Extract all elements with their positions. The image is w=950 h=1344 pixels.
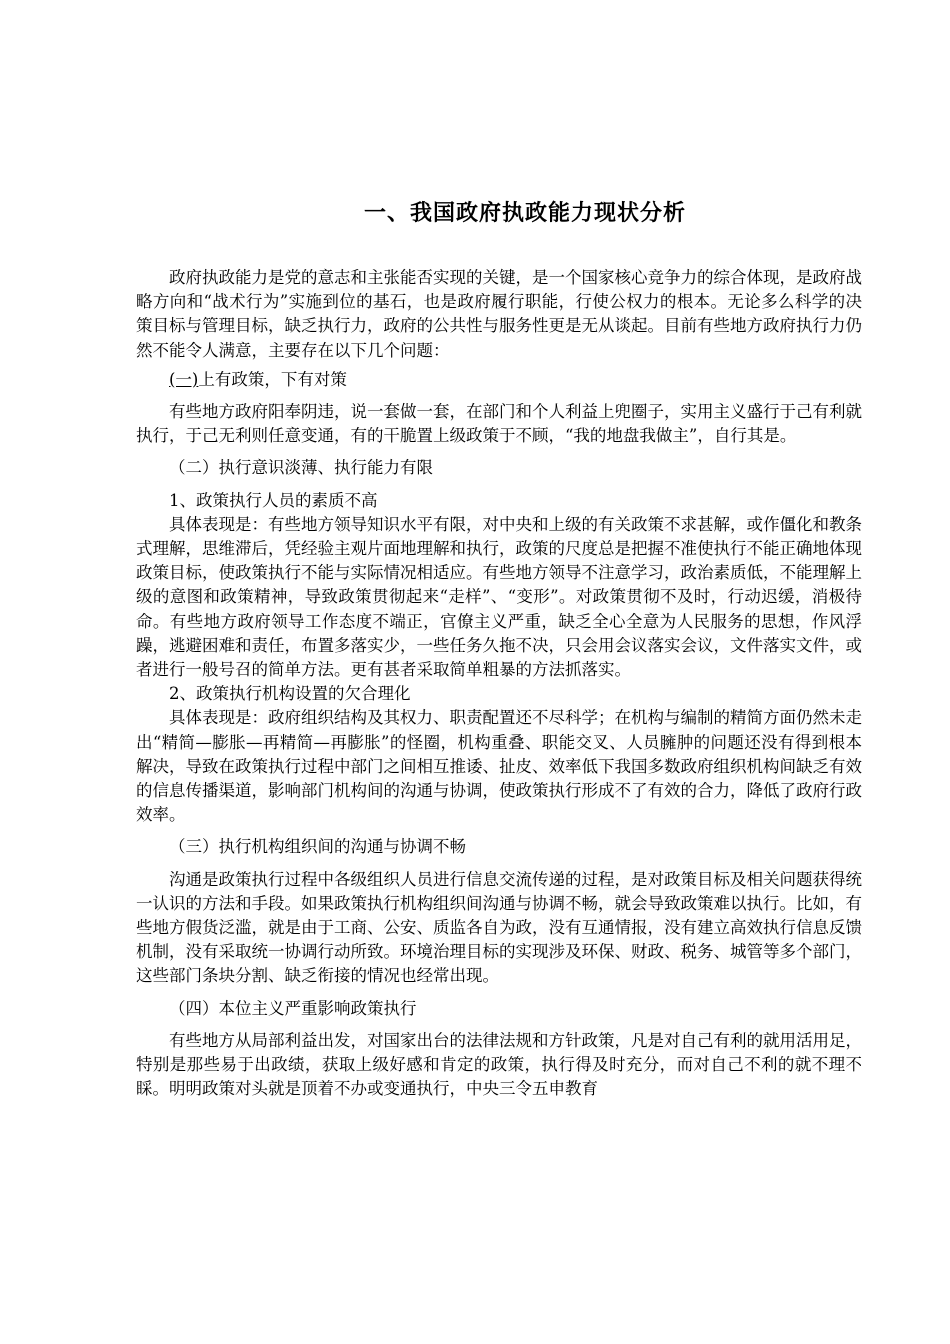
section-1-heading: [136, 368, 862, 392]
page-title: 一、我国政府执政能力现状分析: [363, 201, 686, 226]
section-1-heading-text: 上有政策，下有对策: [198, 369, 347, 389]
section-1-paragraph: 有些地方政府阳奉阴违，说一套做一套，在部门和个人利益上兜圈子，实用主义盛行于己有利就执行，于己无利则任意变通，有的干脆置上级政策于不顾，“我的地盘我做主”，自行其是。: [136, 402, 862, 446]
section-4-paragraph: 有些地方从局部利益出发，对国家出台的法律法规和方针政策，凡是对自己有利的就用活用足，特别是那些易于出政绩，获取上级好感和肯定的政策，执行得及时充分，而对自己不利的就不理不睬。明明政策对头就是顶着不办或变通执行，中央三令五申教育: [136, 1030, 862, 1099]
subsection-2-2-paragraph: 具体表现是：政府组织结构及其权力、职责配置还不尽科学；在机构与编制的精简方面仍然未走出“精简—膨胀—再精简—再膨胀”的怪圈，机构重叠、职能交叉、人员臃肿的问题还没有得到根本解决，导致在政策执行过程中部门之间相互推诿、扯皮、效率低下我国多数政府组织机构间缺乏有效的信息传播渠道，影响部门机构间的沟通与协调，使政策执行形成不了有效的合力，降低了政府行政效率。: [136, 708, 862, 825]
section-3-heading: （三）执行机构组织间的沟通与协调不畅: [169, 837, 466, 857]
section-1-number: (一): [169, 369, 199, 389]
section-4-heading: （四）本位主义严重影响政策执行: [169, 998, 417, 1018]
subsection-2-1-paragraph: 具体表现是：有些地方领导知识水平有限，对中央和上级的有关政策不求甚解，或作僵化和教条式理解，思维滞后，凭经验主观片面地理解和执行，政策的尺度总是把握不准使执行不能正确地体现政策目标，使政策执行不能与实际情况相适应。有些地方领导不注意学习，政治素质低，不能理解上级的意图和政策精神，导致政策贯彻起来“走样”、“变形”。对政策贯彻不及时，行动迟缓，消极待命。有些地方政府领导工作态度不端正，官僚主义严重，缺乏全心全意为人民服务的思想，作风浮躁，逃避困难和责任，布置多落实少，一些任务久拖不决，只会用会议落实会议，文件落实文件，或者进行一般号召的简单方法。更有甚者采取简单粗暴的方法抓落实。: [136, 514, 862, 680]
subsection-2-1-heading: 1、政策执行人员的素质不高: [169, 490, 378, 510]
subsection-2-2-heading: 2、政策执行机构设置的欠合理化: [169, 684, 411, 704]
document-body: [136, 266, 862, 1102]
section-2-heading: （二）执行意识淡薄、执行能力有限: [169, 458, 433, 478]
intro-paragraph: 政府执政能力是党的意志和主张能否实现的关键，是一个国家核心竞争力的综合体现，是政府战略方向和“战术行为”实施到位的基石，也是政府履行职能，行使公权力的根本。无论多么科学的决策目标与管理目标，缺乏执行力，政府的公共性与服务性更是无从谈起。目前有些地方政府执行力仍然不能令人满意，主要存在以下几个问题：: [136, 268, 862, 360]
section-3-paragraph: 沟通是政策执行过程中各级组织人员进行信息交流传递的过程，是对政策目标及相关问题获得统一认识的方法和手段。如果政策执行机构组织间沟通与协调不畅，就会导致政策难以执行。比如，有些地方假货泛滥，就是由于工商、公安、质监各自为政，没有互通情报，没有建立高效执行信息反馈机制，没有采取统一协调行动所致。环境治理目标的实现涉及环保、财政、税务、城管等多个部门，这些部门条块分割、缺乏衔接的情况也经常出现。: [136, 869, 862, 986]
